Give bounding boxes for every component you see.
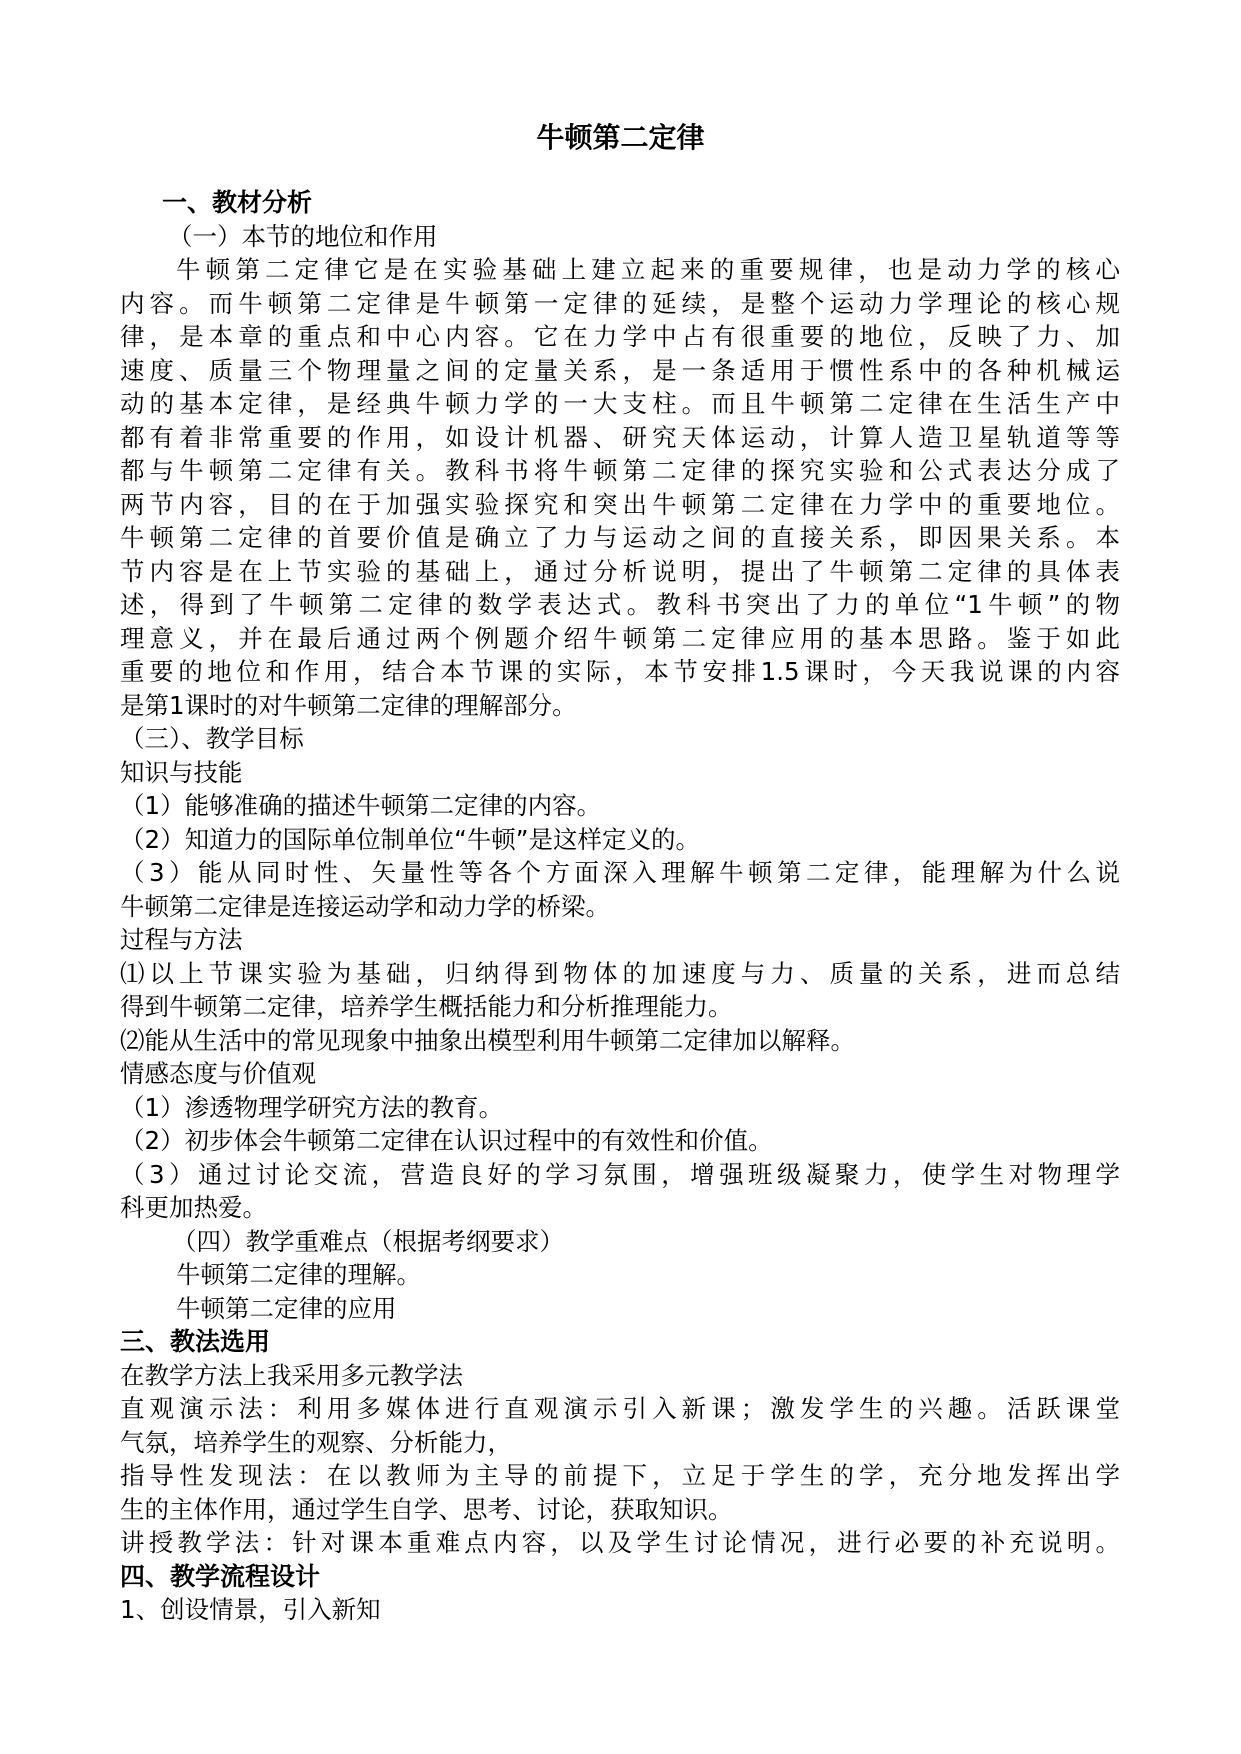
text-line: 律，是本章的重点和中心内容。它在力学中占有很重要的地位，反映了力、加: [120, 322, 1120, 351]
text-line: 在教学方法上我采用多元教学法: [120, 1360, 463, 1390]
text-line: 都有着非常重要的作用，如设计机器、研究天体运动，计算人造卫星轨道等等: [120, 422, 1120, 452]
text-line: 牛顿第二定律是连接运动学和动力学的桥梁。: [120, 891, 610, 921]
text-line: 科更加热爱。: [120, 1193, 267, 1222]
text-line: 动的基本定律，是经典牛顿力学的一大支柱。而且牛顿第二定律在生活生产中: [120, 389, 1120, 418]
text-line: （一）本节的地位和作用: [168, 221, 438, 251]
text-line: 是第1课时的对牛顿第二定律的理解部分。: [120, 690, 577, 720]
document-body: [120, 186, 1120, 1627]
text-line: 过程与方法: [120, 925, 243, 954]
text-line: 两节内容，目的在于加强实验探究和突出牛顿第二定律在力学中的重要地位。: [120, 489, 1120, 519]
text-line: 情感态度与价值观: [120, 1059, 316, 1088]
text-line: （1）渗透物理学研究方法的教育。: [120, 1092, 504, 1122]
text-line: 气氛，培养学生的观察、分析能力，: [120, 1427, 512, 1457]
text-line: 述，得到了牛顿第二定律的数学表达式。教科书突出了力的单位“1牛顿”的物: [120, 590, 1120, 619]
section-heading: 四、教学流程设计: [120, 1561, 321, 1591]
page-title: 牛顿第二定律: [536, 121, 705, 154]
text-line: 牛顿第二定律的理解。: [176, 1260, 421, 1289]
text-line: （2）初步体会牛顿第二定律在认识过程中的有效性和价值。: [120, 1126, 773, 1155]
text-line: 牛顿第二定律的首要价值是确立了力与运动之间的直接关系，即因果关系。本: [120, 523, 1120, 552]
text-line: （四）教学重难点（根据考纲要求）: [172, 1226, 564, 1256]
text-line: 速度、质量三个物理量之间的定量关系，是一条适用于惯性系中的各种机械运: [120, 355, 1120, 385]
text-line: 1、创设情景，引入新知: [120, 1595, 381, 1624]
text-line: （2）知道力的国际单位制单位“牛顿”是这样定义的。: [120, 824, 700, 854]
text-line: 知识与技能: [120, 757, 243, 787]
text-line: 牛顿第二定律它是在实验基础上建立起来的重要规律，也是动力学的核心: [176, 255, 1120, 284]
text-line: ⑵能从生活中的常见现象中抽象出模型利用牛顿第二定律加以解释。: [120, 1025, 855, 1055]
text-line: 内容。而牛顿第二定律是牛顿第一定律的延续，是整个运动力学理论的核心规: [120, 288, 1120, 318]
text-line: （3）能从同时性、矢量性等各个方面深入理解牛顿第二定律，能理解为什么说: [120, 858, 1120, 887]
section-heading: 三、教法选用: [120, 1327, 271, 1356]
text-line: （三）、教学目标: [120, 724, 304, 753]
text-line: 理意义，并在最后通过两个例题介绍牛顿第二定律应用的基本思路。鉴于如此: [120, 623, 1120, 653]
text-line: 都与牛顿第二定律有关。教科书将牛顿第二定律的探究实验和公式表达分成了: [120, 456, 1120, 485]
text-line: 生的主体作用，通过学生自学、思考、讨论，获取知识。: [120, 1494, 733, 1524]
text-line: （1）能够准确的描述牛顿第二定律的内容。: [120, 791, 602, 820]
text-line: 指导性发现法：在以教师为主导的前提下，立足于学生的学，充分地发挥出学: [120, 1461, 1120, 1490]
section-heading: 一、教材分析: [162, 188, 313, 217]
text-line: 得到牛顿第二定律，培养学生概括能力和分析推理能力。: [120, 992, 733, 1021]
text-line: 牛顿第二定律的应用: [176, 1293, 397, 1323]
text-line: 节内容是在上节实验的基础上，通过分析说明，提出了牛顿第二定律的具体表: [120, 556, 1120, 586]
text-line: ⑴以上节课实验为基础，归纳得到物体的加速度与力、质量的关系，进而总结: [120, 958, 1120, 988]
text-line: （3）通过讨论交流，营造良好的学习氛围，增强班级凝聚力，使学生对物理学: [120, 1159, 1120, 1189]
text-line: 讲授教学法：针对课本重难点内容，以及学生讨论情况，进行必要的补充说明。: [120, 1528, 1120, 1557]
text-line: 重要的地位和作用，结合本节课的实际，本节安排1.5课时，今天我说课的内容: [120, 657, 1120, 686]
text-line: 直观演示法：利用多媒体进行直观演示引入新课；激发学生的兴趣。活跃课堂: [120, 1394, 1120, 1423]
